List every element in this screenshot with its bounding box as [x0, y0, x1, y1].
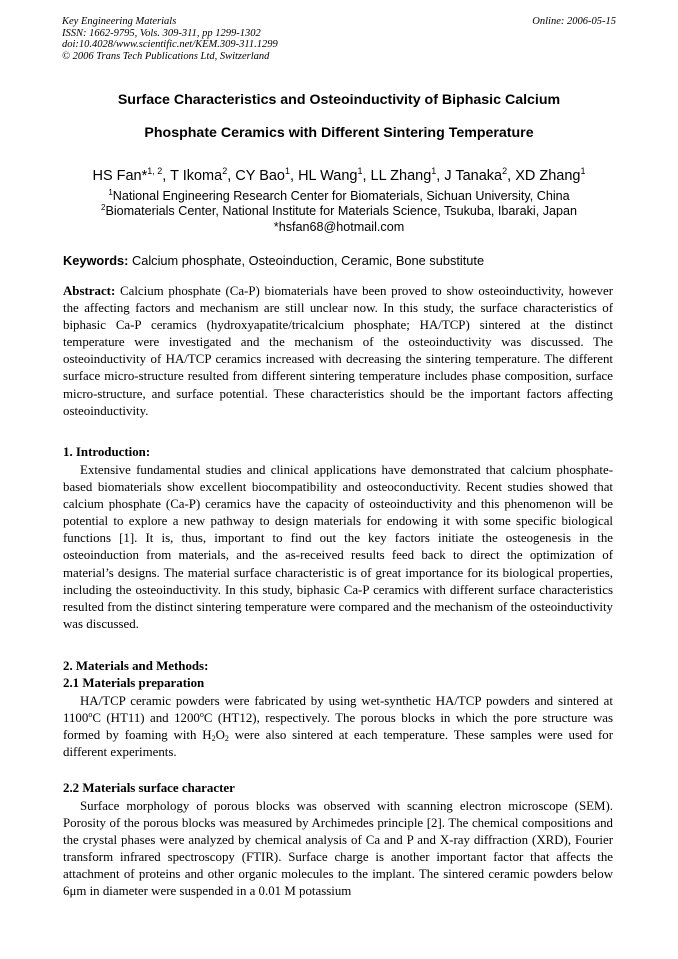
abstract-paragraph [63, 283, 613, 420]
surface-paragraph: Surface morphology of porous blocks was observed with scanning electron microscope (SEM). Porosity of the porous blocks was measured by Archimedes principle [2]. The chemical compositions and the crystal phases were analyzed by chemical analysis of Ca and P and X-ray diffraction (XRD), Fourier transform infrared spectroscopy (FTIR). Surface charge is another important factor that affects the attachment of proteins and other organic molecules to the implant. The sintered ceramic powders below 6μm in diameter were suspended in a 0.01 M potassium [63, 799, 613, 899]
author: XD Zhang$^1$ [515, 166, 586, 184]
keywords-label: Keywords: [63, 253, 129, 268]
affiliation-1: $^1$National Engineering Research Center for Biomaterials, Sichuan University, China [108, 188, 570, 203]
section-heading-methods: 2. Materials and Methods: [63, 659, 209, 673]
keywords-text: Calcium phosphate, Osteoinduction, Ceramic, Bone substitute [131, 253, 485, 268]
affiliation-2: $^2$Biomaterials Center, National Institute for Materials Science, Tsukuba, Ibaraki, Japan [100, 203, 578, 218]
author: CY Bao$^1$ [235, 166, 291, 184]
online-date: Online: 2006-05-15 [532, 16, 616, 27]
author: HL Wang$^1$ [298, 166, 363, 184]
paper-title-line-2: Phosphate Ceramics with Different Sintering Temperature [144, 125, 534, 141]
abstract-label: Abstract: [63, 284, 116, 298]
subsection-heading-preparation: 2.1 Materials preparation [63, 676, 205, 690]
author: T Ikoma$^2$ [170, 166, 228, 184]
author: HS Fan*$^{1, 2}$ [92, 166, 163, 184]
journal-name: Key Engineering Materials [62, 16, 177, 27]
preparation-paragraph: HA/TCP ceramic powders were fabricated by using wet-synthetic HA/TCP powders and sintered at 1100$^o$C (HT11) and 1200$^o$C (HT12), respectively. The porous blocks in which the pore structure was formed by foaming with $H_2O_2$ were also sintered at each temperature. These samples were used for different experiments. [63, 694, 613, 760]
author: LL Zhang$^1$ [370, 166, 437, 184]
paper-title-line-1: Surface Characteristics and Osteoinductivity of Biphasic Calcium [117, 92, 561, 108]
abstract-text: Calcium phosphate (Ca-P) biomaterials have been proved to show osteoinductivity, however the affecting factors and mechanism are still unclear now. In this study, the surface characteristics of biphasic Ca-P ceramics (hydroxyapatite/tricalcium phosphate; HA/TCP) sintered at the distinct temperature were investigated and the mechanism of the osteoinductivity was discussed. The osteoinductivity of HA/TCP ceramics increased with decreasing the sintering temperature. The different surface micro-structure resulted from different sintering temperature includes phase composition, surface micro-structure, and surface potential. These characteristics should be the important factors affecting osteoinductivity. [63, 284, 613, 418]
corresponding-email[interactable]: *hsfan68@hotmail.com [273, 220, 405, 234]
author-list: HS Fan*$^{1, 2}$, T Ikoma$^2$, CY Bao$^1$, HL Wang$^1$, LL Zhang$^1$, J Tanaka$^2$, XD Zhang$^1$ [92, 166, 586, 184]
doi-line: doi:10.4028/www.scientific.net/KEM.309-311.1299 [62, 39, 278, 51]
author: J Tanaka$^2$ [444, 166, 508, 184]
section-heading-introduction: 1. Introduction: [63, 445, 151, 459]
copyright-line: © 2006 Trans Tech Publications Ltd, Switzerland [62, 50, 270, 62]
introduction-paragraph: Extensive fundamental studies and clinical applications have demonstrated that calcium phosphate-based biomaterials show excellent biocompatibility and osteoconductivity. Recent studies showed that calcium phosphate (Ca-P) ceramics have the capacity of osteoinductivity and this phenomenon will be potential to explore a new pathway to design materials for endowing it with some specific biological functions [1]. It is, thus, important to find out the key factors initiate the osteogenesis in the osteoinduction from materials, and the as-received results feed back to direct the optimization of material’s designs. The material surface characteristic is of great importance for its biological properties, including the osteoinductivity. In this study, biphasic Ca-P ceramics with different surface characteristics resulted from the distinct sintering temperature were compared and the mechanism of the osteoinductivity was discussed. [63, 463, 613, 631]
issn-line: ISSN: 1662-9795, Vols. 309-311, pp 1299-1302 [62, 27, 261, 39]
keywords-line [63, 253, 623, 269]
journal-header [62, 16, 278, 62]
subsection-heading-surface: 2.2 Materials surface character [63, 781, 235, 795]
